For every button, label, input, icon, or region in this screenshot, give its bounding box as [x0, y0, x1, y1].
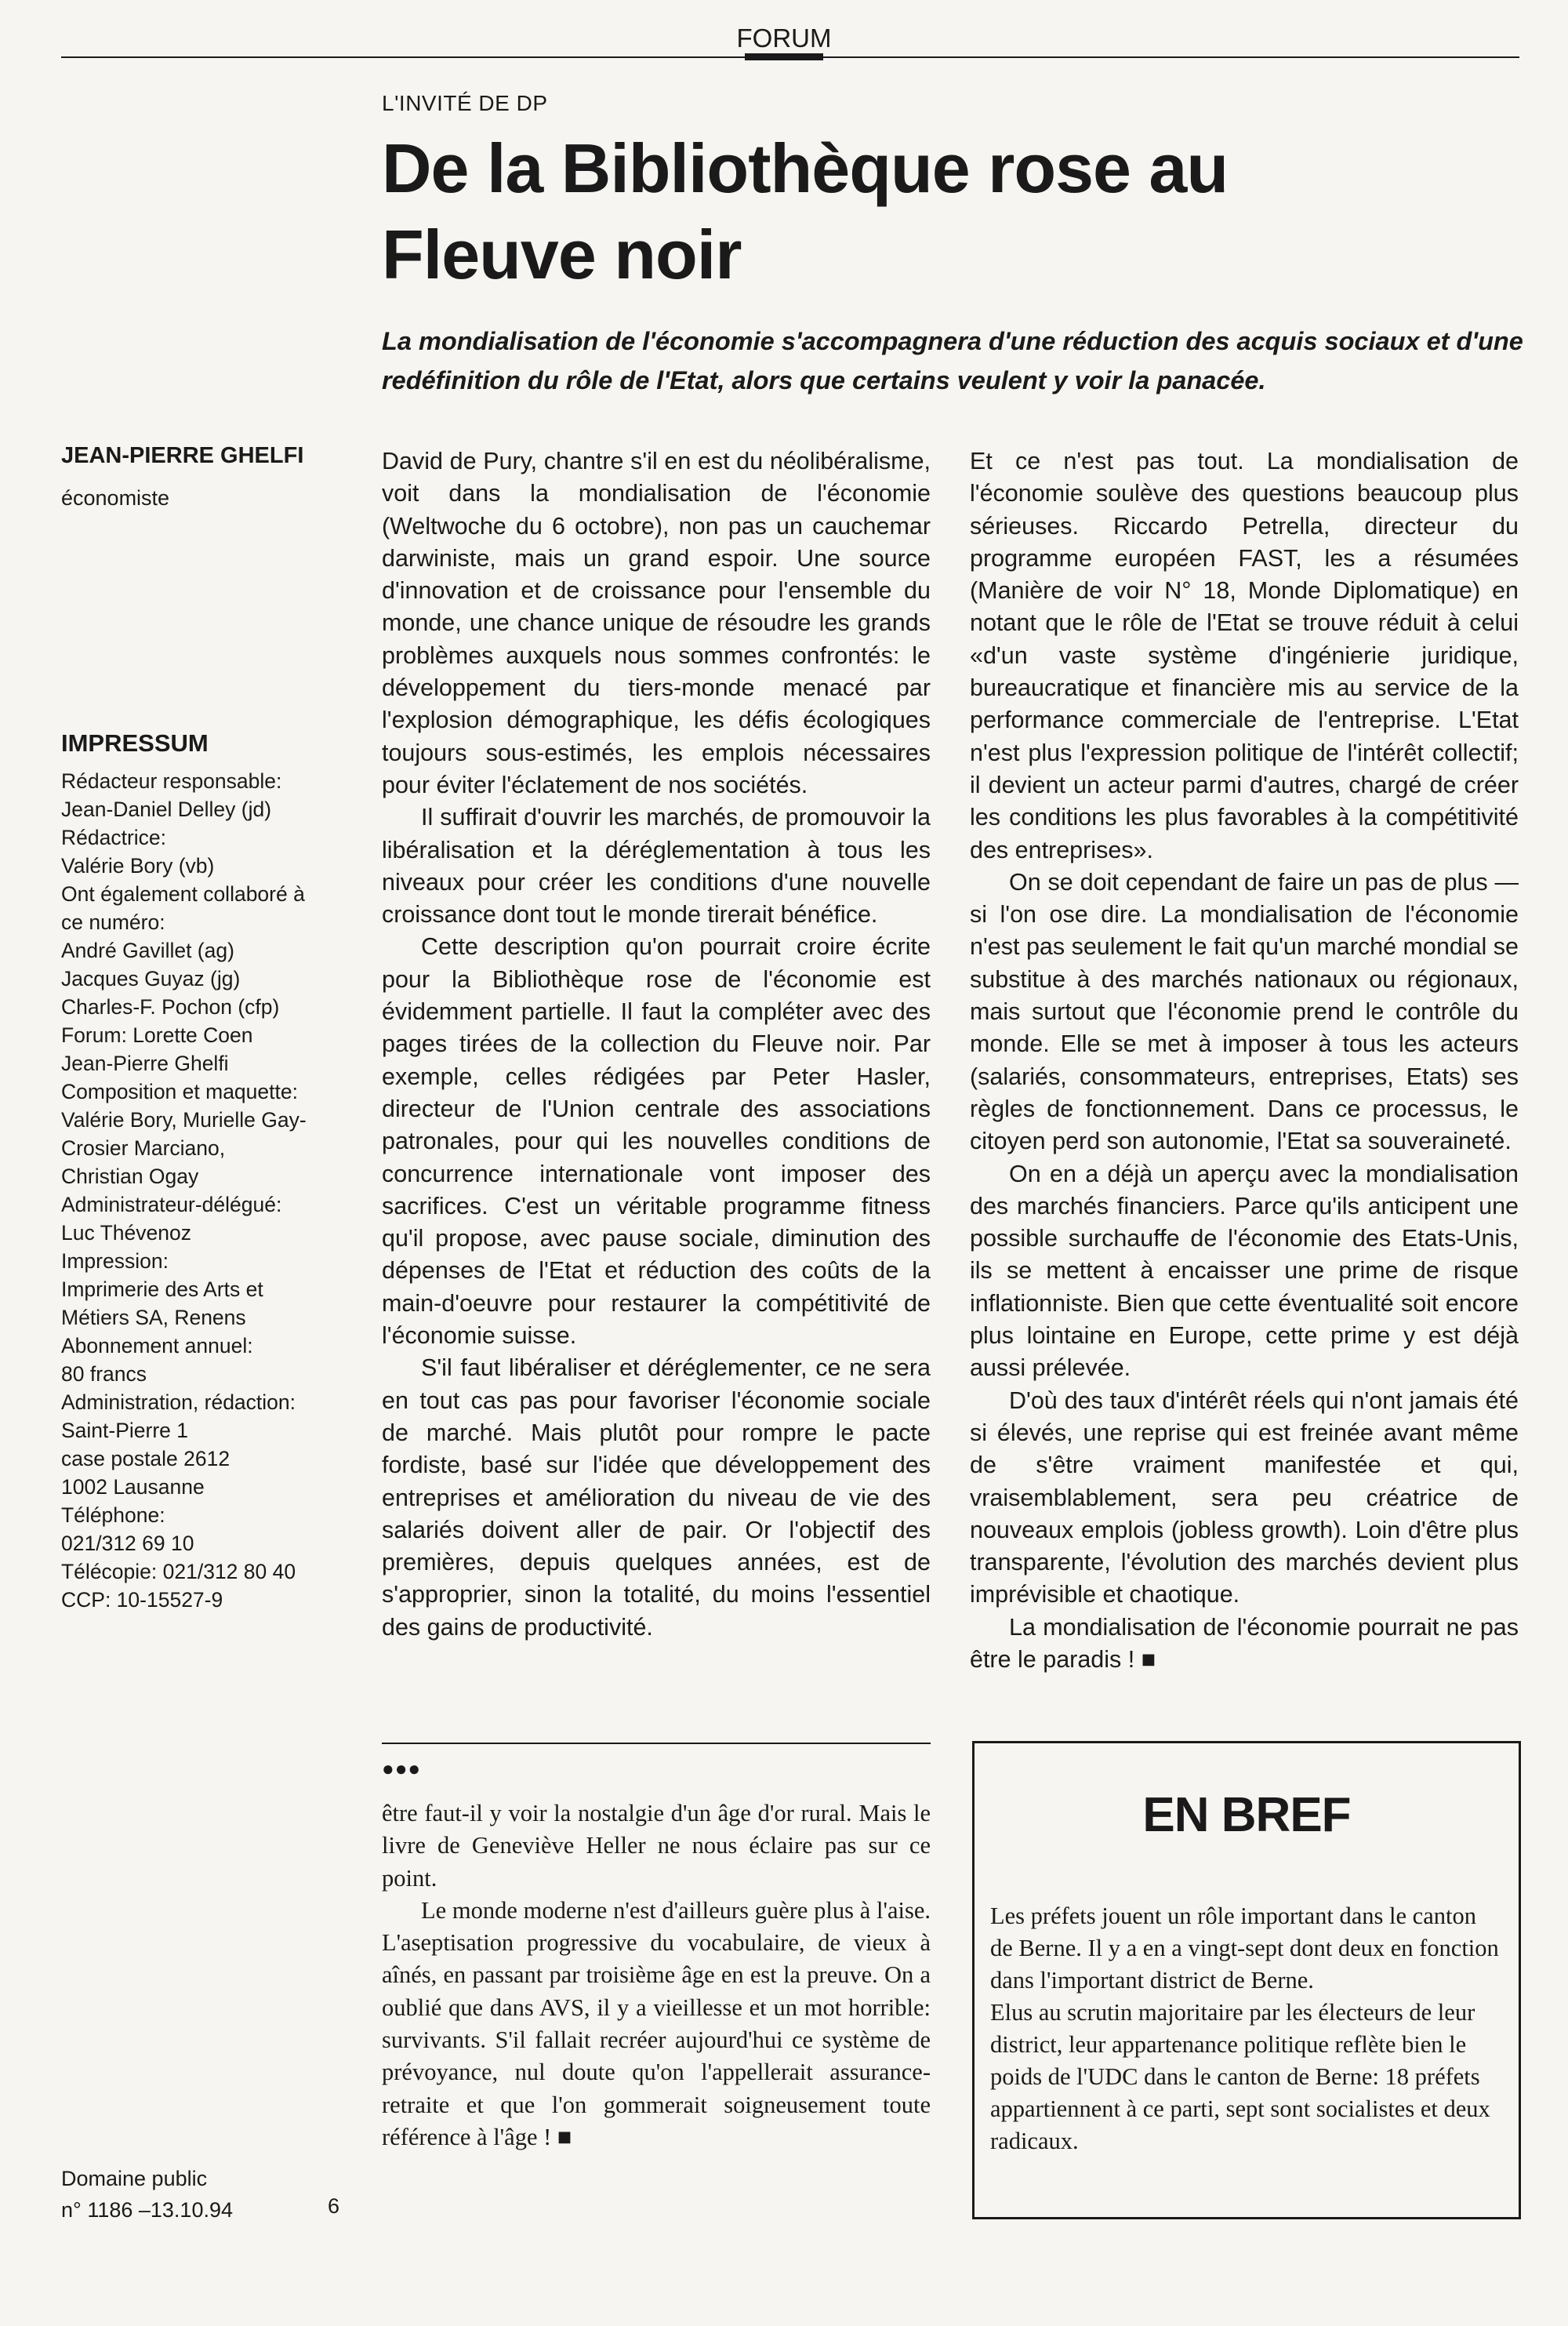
en-bref-body — [990, 1900, 1504, 2157]
impressum-line: Composition et maquette: — [61, 1080, 298, 1103]
impressum-line: Téléphone: — [61, 1503, 165, 1527]
kicker: L'INVITÉ DE DP — [382, 91, 548, 115]
impressum-line: Valérie Bory (vb) — [61, 854, 215, 878]
impressum-line: Charles-F. Pochon (cfp) — [61, 995, 280, 1019]
impressum-line: Télécopie: 021/312 80 40 — [61, 1560, 296, 1583]
continuation-marker: ●●● — [382, 1757, 422, 1780]
en-bref-paragraph: Les préfets jouent un rôle important dans le canton de Berne. Il y a en a vingt-sept dont deux en fonction dans l'important district de Berne. — [990, 1903, 1499, 1993]
impressum-line: Jean-Daniel Delley (jd) — [61, 798, 272, 821]
en-bref-box — [972, 1741, 1521, 2219]
en-bref-title: EN BREF — [1142, 1788, 1351, 1842]
impressum-line: Rédactrice: — [61, 826, 167, 849]
section-bar — [745, 53, 823, 60]
article-paragraph: S'il faut libéraliser et déréglementer, ce ne sera en tout cas pas pour favoriser l'économie sociale de marché. Mais plutôt pour rompre le pacte fordiste, basé sur l'idée que développement des entreprises et amélioration du niveau de vie des salariés doivent aller de pair. Or l'objectif des premières, depuis quelques années, est de s'approprier, sinon la totalité, du moins l'essentiel des gains de productivité. — [382, 1354, 931, 1641]
impressum-line: Luc Thévenoz — [61, 1221, 191, 1245]
continuation-paragraph: Le monde moderne n'est d'ailleurs guère plus à l'aise. L'aseptisation progressive du vocabulaire, de vieux à aînés, en passant par troisième âge en est la preuve. On a oublié que dans AVS, il y a vieillesse et un mot horrible: survivants. S'il fallait recréer aujourd'hui ce système de prévoyance, nul doute qu'on l'appellerait assurance-retraite et que l'on gommerait soigneusement toute référence à l'âge ! ■ — [382, 1896, 931, 2150]
impressum-line: Impression: — [61, 1249, 169, 1273]
article-column-2 — [970, 445, 1519, 1676]
impressum-line: Jean-Pierre Ghelfi — [61, 1052, 229, 1075]
impressum-line: Abonnement annuel: — [61, 1334, 253, 1357]
impressum-line: Jacques Guyaz (jg) — [61, 967, 241, 990]
author-name: JEAN-PIERRE GHELFI — [61, 443, 304, 468]
article-paragraph: D'où des taux d'intérêt réels qui n'ont jamais été si élevés, une reprise qui est freinée avant même de s'être vraiment manifestée et qui, vraisemblablement, sera peu créatrice de nouveaux emplois (jobless growth). Loin d'être plus transparente, l'évolution des marchés devient plus imprévisible et chaotique. — [970, 1387, 1519, 1608]
article-paragraph: Il suffirait d'ouvrir les marchés, de promouvoir la libéralisation et la déréglementation à tous les niveaux pour créer les conditions d'une nouvelle croissance dont tout le monde tirerait bénéfice. — [382, 804, 931, 929]
continuation-text — [382, 1797, 931, 2153]
page-number: 6 — [328, 2194, 340, 2218]
article-column-1 — [382, 445, 931, 1644]
continuation-rule — [382, 1743, 931, 1744]
section-label: FORUM — [736, 24, 832, 53]
impressum-line: Administrateur-délégué: — [61, 1193, 282, 1216]
article-paragraph: La mondialisation de l'économie pourrait ne pas être le paradis ! ■ — [970, 1613, 1519, 1673]
impressum-line: ce numéro: — [61, 910, 165, 934]
article-paragraph: On se doit cependant de faire un pas de plus — si l'on ose dire. La mondialisation de l'économie n'est pas seulement le fait qu'un marché mondial se substitue à des marchés nationaux ou régionaux, mais surtout que l'économie prend le contrôle du monde. Elle se met à imposer à tous les acteurs (salariés, consommateurs, entreprises, Etats) ses règles de fonctionnement. Dans ce processus, le citoyen perd son autonomie, l'Etat sa souveraineté. — [970, 868, 1519, 1155]
author-role: économiste — [61, 486, 170, 510]
impressum-line: André Gavillet (ag) — [61, 939, 234, 962]
article-paragraph: Cette description qu'on pourrait croire écrite pour la Bibliothèque rose de l'économie est évidemment partielle. Il faut la compléter avec des pages tirées de la collection du Fleuve noir. Par exemple, celles rédigées par Peter Hasler, directeur de l'Union centrale des associations patronales, pour qui les nouvelles conditions de concurrence internationale vont imposer des sacrifices. C'est un véritable programme fitness qu'il propose, avec pause sociale, diminution des dépenses de l'Etat et réduction des coûts de la main-d'oeuvre pour restaurer la compétitivité de l'économie suisse. — [382, 933, 931, 1350]
article-paragraph: David de Pury, chantre s'il en est du néolibéralisme, voit dans la mondialisation de l'économie (Weltwoche du 6 octobre), non pas un cauchemar darwiniste, mais un grand espoir. Une source d'innovation et de croissance pour l'ensemble du monde, une chance unique de résoudre les grands problèmes auxquels nous sommes confrontés: le développement du tiers-monde menacé par l'explosion démographique, les défis écologiques toujours sous-estimés, les emplois nécessaires pour éviter l'éclatement de nos sociétés. — [382, 448, 931, 798]
impressum-line: Administration, rédaction: — [61, 1390, 296, 1414]
continuation-paragraph: être faut-il y voir la nostalgie d'un âge d'or rural. Mais le livre de Geneviève Heller ne nous éclaire pas sur ce point. — [382, 1800, 931, 1892]
article-paragraph: Et ce n'est pas tout. La mondialisation de l'économie soulève des questions beaucoup plus sérieuses. Riccardo Petrella, directeur du programme européen FAST, les a résumées (Manière de voir N° 18, Monde Diplomatique) en notant que le rôle de l'Etat se trouve réduit à celui «d'un vaste système d'ingénierie juridique, bureaucratique et financière mis au service de la performance commerciale de l'entreprise. L'Etat n'est plus l'expression politique de l'intérêt collectif; il devient un acteur parmi d'autres, chargé de créer les conditions les plus favorables à la compétitivité des entreprises». — [970, 448, 1519, 863]
impressum-line: Ont également collaboré à — [61, 882, 305, 906]
impressum-line: CCP: 10-15527-9 — [61, 1588, 223, 1612]
article-headline: De la Bibliothèque rose au Fleuve noir — [382, 129, 1229, 293]
impressum-line: Imprimerie des Arts et — [61, 1277, 263, 1301]
impressum-line: Forum: Lorette Coen — [61, 1023, 253, 1047]
impressum-line: 021/312 69 10 — [61, 1532, 194, 1555]
impressum-line: Métiers SA, Renens — [61, 1306, 246, 1329]
impressum-line: case postale 2612 — [61, 1447, 230, 1470]
impressum-line: Rédacteur responsable: — [61, 769, 282, 793]
article-paragraph: On en a déjà un aperçu avec la mondialisation des marchés financiers. Parce qu'ils anticipent une possible surchauffe de l'économie des Etats-Unis, ils se mettent à encaisser une prime de risque inflationniste. Bien que cette éventualité soit encore plus lointaine en Europe, cette prime y est déjà aussi prélevée. — [970, 1160, 1519, 1382]
impressum-line: Crosier Marciano, — [61, 1136, 226, 1160]
issue-number: n° 1186 –13.10.94 — [61, 2198, 233, 2222]
impressum-line: Christian Ogay — [61, 1165, 199, 1188]
impressum-title: IMPRESSUM — [61, 729, 209, 757]
en-bref-paragraph: Elus au scrutin majoritaire par les électeurs de leur district, leur appartenance politique reflète bien le poids de l'UDC dans le canton de Berne: 18 préfets appartiennent à ce parti, sept sont socialistes et deux radicaux. — [990, 1999, 1490, 2154]
article-lede: La mondialisation de l'économie s'accompagnera d'une réduction des acquis sociaux et d'une redéfinition du rôle de l'Etat, alors que certains veulent y voir la panacée. — [382, 327, 1523, 394]
impressum-line: Valérie Bory, Murielle Gay- — [61, 1108, 307, 1132]
impressum-line: 80 francs — [61, 1362, 147, 1386]
footer-publication — [61, 2163, 233, 2226]
impressum-line: 1002 Lausanne — [61, 1475, 205, 1499]
impressum-line: Saint-Pierre 1 — [61, 1419, 189, 1442]
impressum-list — [61, 767, 359, 1614]
publication-name: Domaine public — [61, 2167, 208, 2190]
